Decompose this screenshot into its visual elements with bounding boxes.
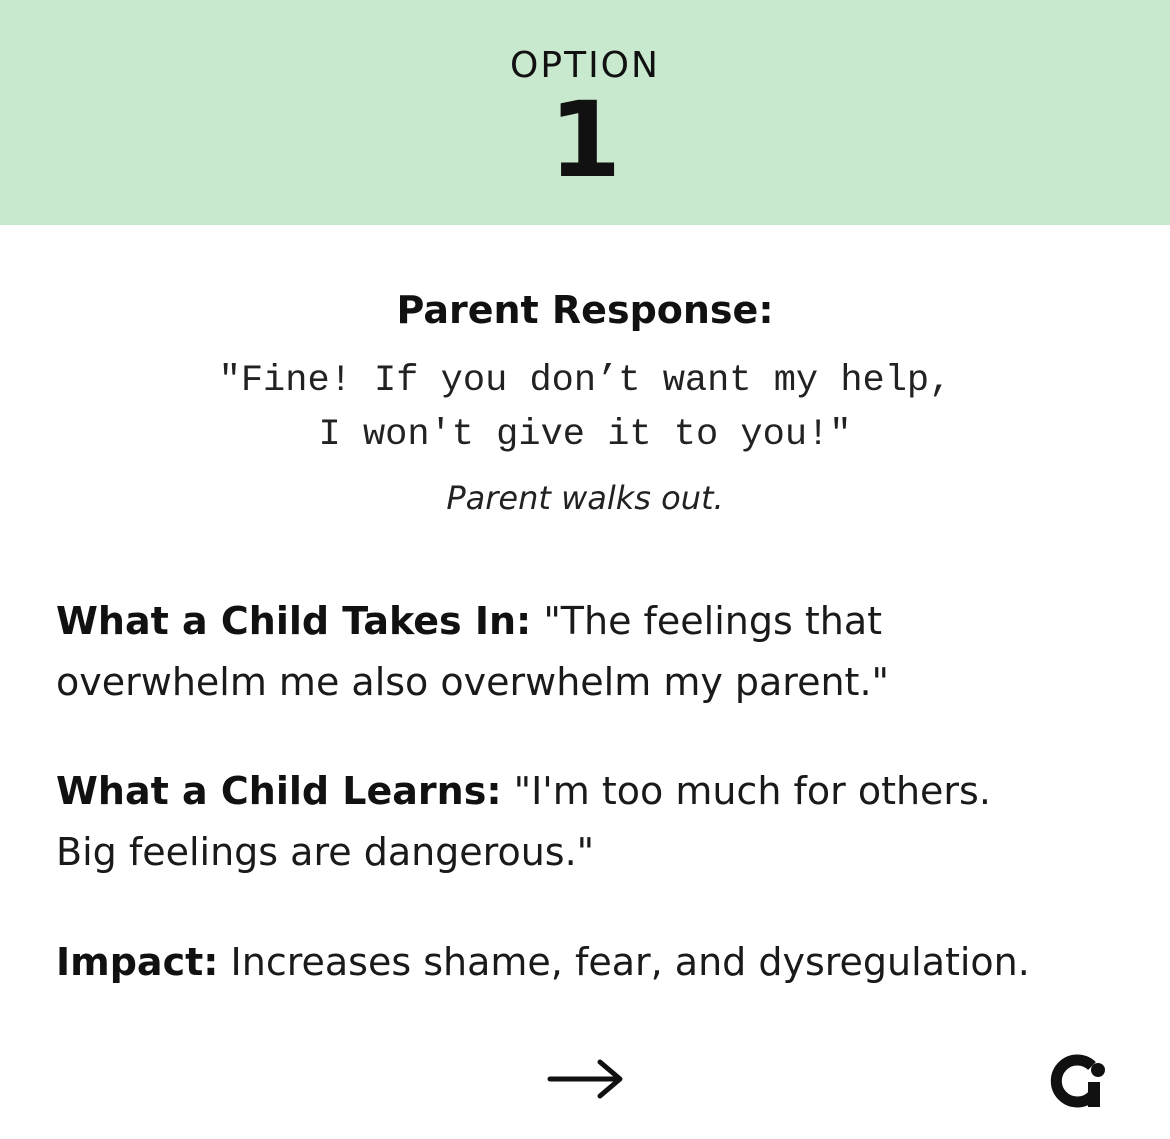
quote-line-2: I won't give it to you!" [318,414,852,456]
impact-label: Impact: [56,940,219,984]
takes-in-paragraph [56,591,1116,713]
learns-text-2: Big feelings are dangerous." [56,830,595,874]
learns-text-1: "I'm too much for others. [501,769,991,813]
takes-in-label: What a Child Takes In: [56,599,532,643]
right-arrow-icon[interactable] [546,1056,626,1102]
quote-line-1: "Fine! If you don’t want my help, [218,360,952,402]
impact-paragraph [56,932,1116,993]
option-label: OPTION [510,45,660,86]
impact-text: Increases shame, fear, and dysregulation. [218,940,1030,984]
learns-paragraph [56,761,1116,883]
takes-in-text-2: overwhelm me also overwhelm my parent." [56,660,890,704]
brand-logo-icon [1048,1052,1110,1110]
parent-action: Parent walks out. [446,479,724,517]
parent-response-heading: Parent Response: [396,288,774,332]
option-number: 1 [548,79,622,201]
takes-in-text-1: "The feelings that [531,599,883,643]
parent-quote [0,354,1170,462]
header-banner [0,0,1170,225]
learns-label: What a Child Learns: [56,769,502,813]
